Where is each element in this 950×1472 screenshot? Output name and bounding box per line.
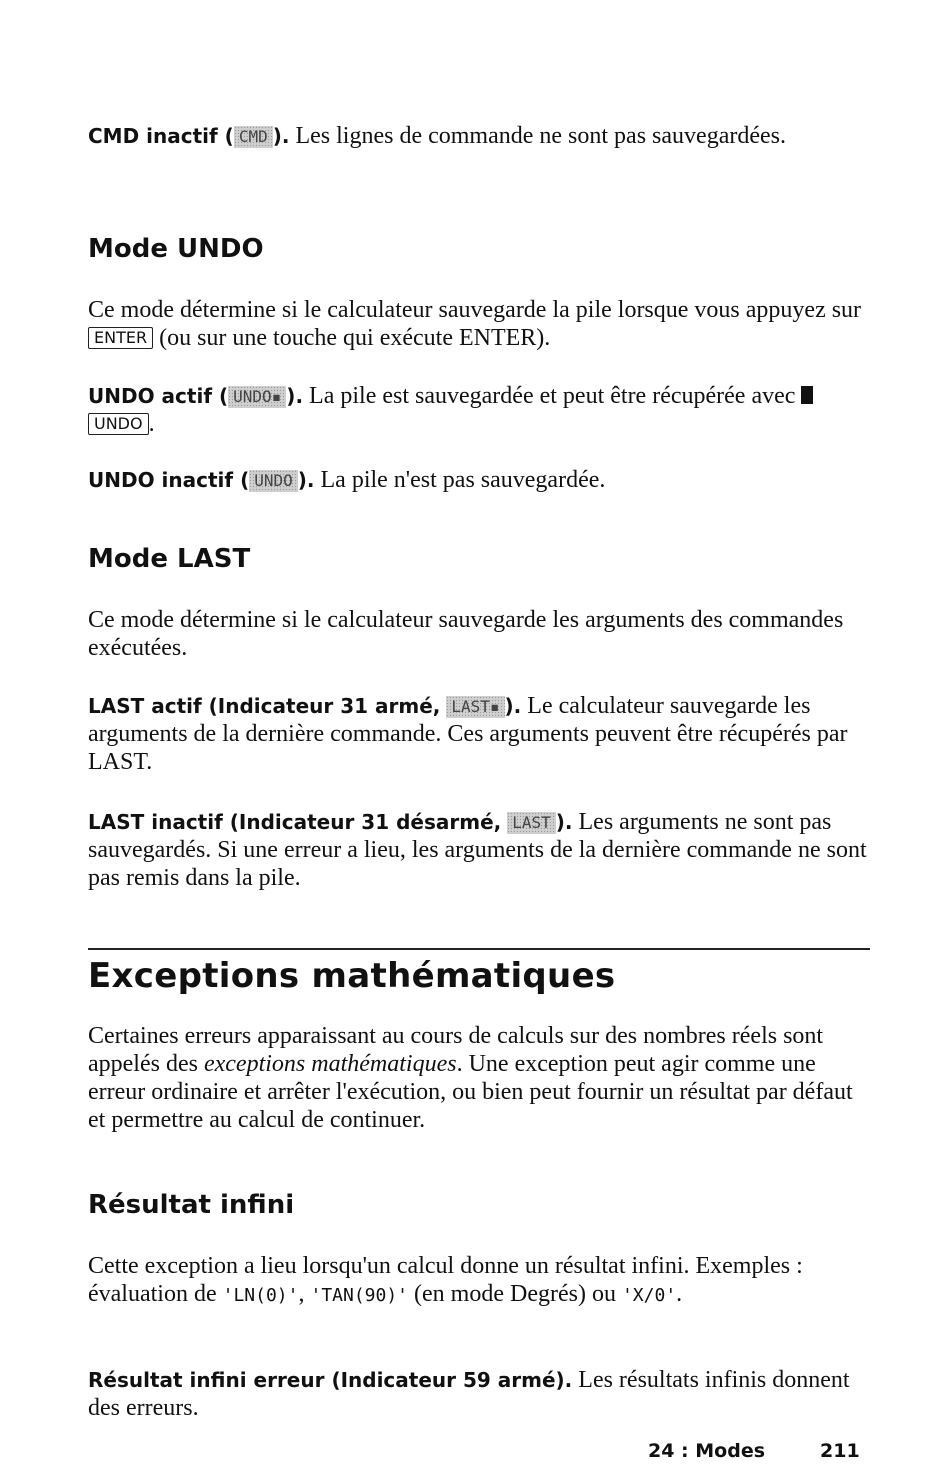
infinite-text-c: (en mode Degrés) ou bbox=[408, 1281, 622, 1307]
undo-active-lead-end: ). bbox=[286, 384, 304, 408]
undo-inactive-lead: UNDO inactif ( bbox=[88, 468, 250, 492]
undo-active-paragraph bbox=[88, 382, 872, 438]
code-tan90: 'TAN(90)' bbox=[310, 1285, 409, 1306]
undo-active-lead: UNDO actif ( bbox=[88, 384, 229, 408]
last-heading: Mode LAST bbox=[88, 544, 251, 574]
footer-chapter: 24 : Modes bbox=[648, 1440, 766, 1462]
last-active-lead: LAST actif (Indicateur 31 armé, bbox=[88, 694, 441, 718]
infinite-error-lead: Résultat infini erreur (Indicateur 59 armé). bbox=[88, 1368, 573, 1392]
code-ln0: 'LN(0)' bbox=[222, 1285, 299, 1306]
last-inactive-block bbox=[88, 808, 872, 892]
undo-heading-block bbox=[88, 234, 872, 264]
undo-active-text-b: . bbox=[148, 411, 155, 437]
exceptions-intro-b: . Une exception peut agir comme une erreur ordinaire et arrêter l'exécution, ou bien peut fournir un résultat par défaut et permettre au calcul de continuer. bbox=[88, 1051, 853, 1133]
last-inactive-lead-end: ). bbox=[555, 810, 573, 834]
undo-inactive-block bbox=[88, 466, 872, 494]
infinite-text-a: Cette exception a lieu lorsqu'un calcul donne un résultat infini. Exemples : évaluation de bbox=[88, 1253, 803, 1307]
infinite-heading-block bbox=[88, 1190, 872, 1220]
infinite-text-d: . bbox=[676, 1281, 683, 1307]
undo-active-block bbox=[88, 382, 872, 438]
footer-page-number: 211 bbox=[820, 1440, 860, 1462]
undo-intro-text-b: (ou sur une touche qui exécute ENTER). bbox=[153, 325, 551, 351]
infinite-intro bbox=[88, 1252, 872, 1310]
last-heading-block bbox=[88, 544, 872, 574]
undo-active-annunciator: UNDO▪ bbox=[228, 386, 286, 408]
last-active-text: Le calculateur sauvegarde les arguments de la dernière commande. Ces arguments peuvent être récupérés par LAST. bbox=[88, 693, 848, 775]
infinite-error-paragraph bbox=[88, 1366, 872, 1422]
exceptions-heading-block bbox=[88, 956, 872, 996]
undo-intro bbox=[88, 296, 872, 352]
infinite-error-block bbox=[88, 1366, 872, 1422]
exceptions-intro-block bbox=[88, 1022, 872, 1134]
last-active-paragraph bbox=[88, 692, 872, 776]
undo-inactive-annunciator: UNDO bbox=[249, 470, 298, 492]
cmd-inactive-text: Les lignes de commande ne sont pas sauvegardées. bbox=[289, 123, 786, 149]
section-rule bbox=[88, 948, 870, 950]
undo-inactive-paragraph bbox=[88, 466, 872, 494]
undo-key: UNDO bbox=[88, 413, 149, 435]
enter-key: ENTER bbox=[88, 327, 153, 349]
exceptions-intro bbox=[88, 1022, 872, 1134]
cmd-inactive-lead-end: ). bbox=[272, 124, 290, 148]
undo-inactive-lead-end: ). bbox=[297, 468, 315, 492]
infinite-intro-block bbox=[88, 1252, 872, 1310]
infinite-heading: Résultat infini bbox=[88, 1190, 295, 1220]
last-inactive-paragraph bbox=[88, 808, 872, 892]
last-intro: Ce mode détermine si le calculateur sauvegarde les arguments des commandes exécutées. bbox=[88, 607, 844, 661]
last-active-lead-end: ). bbox=[504, 694, 522, 718]
cmd-annunciator: CMD bbox=[234, 126, 273, 148]
infinite-error-text: Les résultats infinis donnent des erreurs. bbox=[88, 1367, 850, 1421]
undo-intro-text-a: Ce mode détermine si le calculateur sauvegarde la pile lorsque vous appuyez sur bbox=[88, 297, 862, 323]
exceptions-intro-em: exceptions mathématiques bbox=[203, 1051, 457, 1077]
cmd-inactive-paragraph bbox=[88, 122, 872, 150]
last-inactive-text: Les arguments ne sont pas sauvegardés. Si une erreur a lieu, les arguments de la dernière commande ne sont pas remis dans la pile. bbox=[88, 809, 867, 891]
infinite-text-b: , bbox=[298, 1281, 311, 1307]
last-intro-block bbox=[88, 606, 872, 662]
last-active-annunciator: LAST▪ bbox=[446, 696, 504, 718]
last-inactive-annunciator: LAST bbox=[507, 812, 556, 834]
undo-heading: Mode UNDO bbox=[88, 234, 264, 264]
last-active-block bbox=[88, 692, 872, 776]
exceptions-intro-a: Certaines erreurs apparaissant au cours de calculs sur des nombres réels sont appelés des bbox=[88, 1023, 824, 1077]
undo-intro-block bbox=[88, 296, 872, 352]
last-inactive-lead: LAST inactif (Indicateur 31 désarmé, bbox=[88, 810, 502, 834]
undo-active-text-a: La pile est sauvegardée et peut être récupérée avec bbox=[303, 383, 802, 409]
shift-key-icon bbox=[801, 386, 813, 404]
cmd-inactive-block bbox=[88, 122, 872, 150]
cmd-inactive-lead: CMD inactif ( bbox=[88, 124, 234, 148]
exceptions-heading: Exceptions mathématiques bbox=[88, 956, 616, 996]
code-x-div-0: 'X/0' bbox=[621, 1285, 677, 1306]
undo-inactive-text: La pile n'est pas sauvegardée. bbox=[314, 467, 606, 493]
